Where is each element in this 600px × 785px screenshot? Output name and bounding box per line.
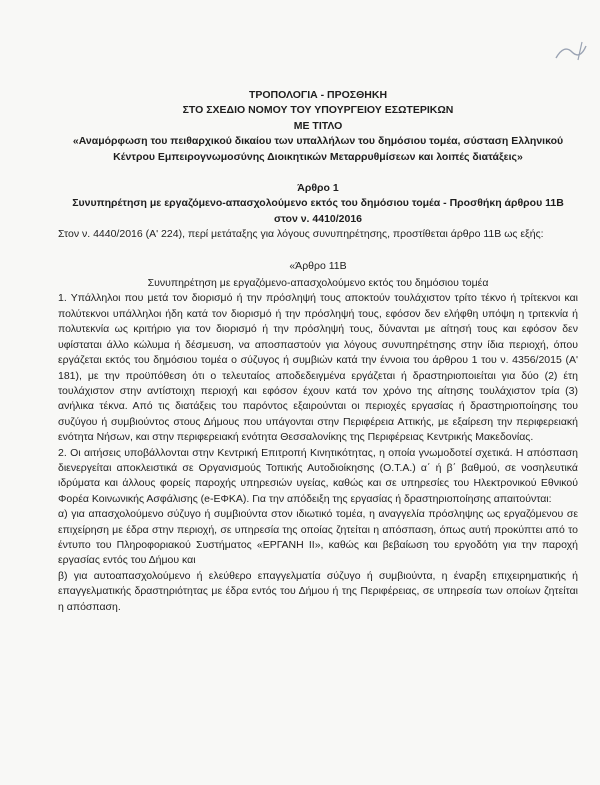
- header-line-3: ΜΕ ΤΙΤΛΟ: [293, 119, 343, 132]
- paragraph-1: 1. Υπάλληλοι που μετά τον διορισμό ή την πρόσληψή τους αποκτούν τουλάχιστον τρίτο τέκνο ή τρίτεκνοι και πολύτεκνοι υπάλληλοι ήδη κατά τον διορισμό ή την πρόσληψή τους, εφόσον δεν ελήφθη υπόψη η τριτεκνία ή πολυτεκνία ως κριτήριο για τον διορισμό ή την πρόσληψή τους, δύνανται με αίτησή τους και εφόσον δεν υφίσταται άλλο κώλυμα ή δέσμευση, να αποσπαστούν για λόγους συνυπηρέτησης στην ίδια περιοχή, όπου εργάζεται εκτός του δημόσιου τομέα ο σύζυγος ή συμβιών κατά την έννοια του άρθρου 1 του ν. 4356/2015 (Α' 181), με την προϋπόθεση ότι ο τελευταίος αποδεδειγμένα εργάζεται ή δραστηριοποιείται για δύο (2) έτη τουλάχιστον στην αντίστοιχη περιοχή και εφόσον έχουν κατά τον χρόνο της αίτησης τουλάχιστον τρία (3) ανήλικα τέκνα. Από τις διατάξεις του παρόντος εξαιρούνται οι περιοχές εργασίας ή δραστηριοποίησης του συζύγου ή συμβιούντος στους Δήμους που υπάγονται στην Περιφέρεια Αττικής, με εξαίρεση την περιφερειακή ενότητα Νήσων, και στην περιφερειακή ενότητα Θεσσαλονίκης της Περιφέρειας Κεντρικής Μακεδονίας.: [58, 292, 578, 444]
- item-b: β) για αυτοαπασχολούμενο ή ελεύθερο επαγγελματία σύζυγο ή συμβιούντα, η έναρξη επιχειρηματικής ή επαγγελματικής δραστηριότητας με έδρα εντός του Δήμου ή της Περιφέρειας, σε υπηρεσία των οποίων ζητείται η απόσπαση.: [58, 569, 578, 613]
- article-heading-line-1: Συνυπηρέτηση με εργαζόμενο-απασχολούμενο εκτός του δημόσιου τομέα - Προσθήκη άρθρου 11Β: [72, 197, 564, 210]
- article-number: Άρθρο 1: [297, 182, 339, 195]
- article-intro: Στον ν. 4440/2016 (Α' 224), περί μετάταξης για λόγους συνυπηρέτησης, προστίθεται άρθρο 11Β ως εξής:: [58, 228, 544, 241]
- item-a: α) για απασχολούμενο σύζυγο ή συμβιούντα στον ιδιωτικό τομέα, η αναγγελία πρόσληψης ως εργαζόμενου σε επιχείρηση με έδρα στην περιοχή, σε υπηρεσία της οποίας ζητείται η απόσπαση, όπως αυτή προκύπτει από το έντυπο του Πληροφοριακού Συστήματος «ΕΡΓΑΝΗ ΙΙ», καθώς και βεβαίωση του εργοδότη για την παροχή εργασίας εντός του Δήμου και: [58, 508, 578, 567]
- bill-title-line-1: «Αναμόρφωση του πειθαρχικού δικαίου των υπαλλήλων του δημόσιου τομέα, σύσταση Ελληνικού: [72, 135, 564, 148]
- bill-title-line-2: Κέντρου Εμπειρογνωμοσύνης Διοικητικών Μεταρρυθμίσεων και λοιπές διατάξεις»: [113, 150, 523, 163]
- paragraph-2: 2. Οι αιτήσεις υποβάλλονται στην Κεντρική Επιτροπή Κινητικότητας, η οποία γνωμοδοτεί σχετικά. Η απόσπαση διενεργείται αποκλειστικά σε Οργανισμούς Τοπικής Αυτοδιοίκησης (Ο.Τ.Α.) α΄ ή β΄ βαθμού, σε νοσηλευτικά ιδρύματα και άλλους φορείς παροχής υπηρεσιών υγείας, καθώς και σε υπηρεσίες του Ηλεκτρονικού Εθνικού Φορέα Κοινωνικής Ασφάλισης (e-ΕΦΚΑ). Για την απόδειξη της εργασίας ή δραστηριοποίησης απαιτούνται:: [58, 446, 578, 505]
- header-line-1: ΤΡΟΠΟΛΟΓΙΑ - ΠΡΟΣΘΗΚΗ: [248, 89, 388, 101]
- header-line-2: ΣΤΟ ΣΧΕΔΙΟ ΝΟΜΟΥ ΤΟΥ ΥΠΟΥΡΓΕΙΟΥ ΕΣΩΤΕΡΙΚΩΝ: [182, 104, 454, 117]
- article-heading-line-2: στον ν. 4410/2016: [273, 212, 363, 225]
- inserted-article-number: «Άρθρο 11Β: [289, 259, 347, 272]
- inserted-article-heading: Συνυπηρέτηση με εργαζόμενο-απασχολούμενο εκτός του δημόσιου τομέα: [147, 277, 489, 290]
